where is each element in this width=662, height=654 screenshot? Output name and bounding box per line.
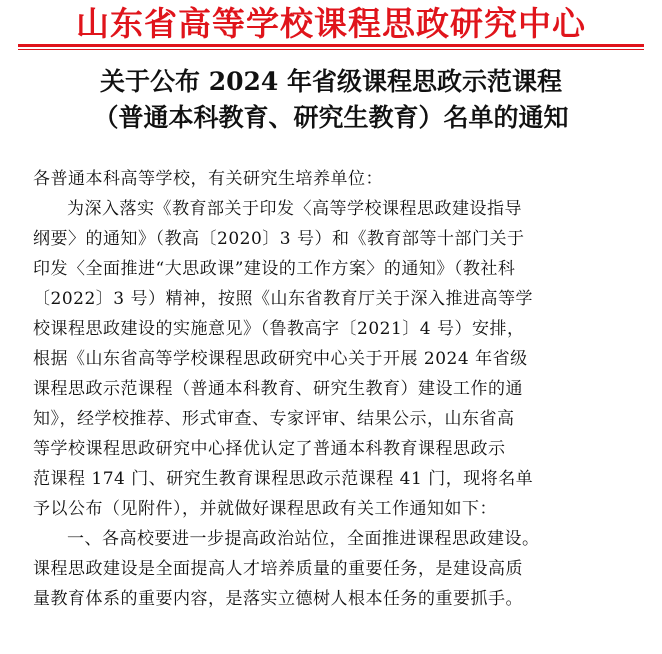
notice-title-line-2: （普通本科教育、研究生教育）名单的通知 <box>93 103 569 132</box>
paragraph-2-line: 一、各高校要进一步提高政治站位，全面推进课程思政建设。 <box>67 529 540 549</box>
paragraph-1-line: 根据《山东省高等学校课程思政研究中心关于开展 2024 年省级 <box>33 349 528 369</box>
paragraph-1-line: 为深入落实《教育部关于印发〈高等学校课程思政建设指导 <box>67 199 522 219</box>
paragraph-2 <box>33 524 633 614</box>
paragraph-1 <box>33 194 633 524</box>
paragraph-1-line: 范课程 174 门、研究生教育课程思政示范课程 41 门，现将名单 <box>33 469 534 489</box>
paragraph-1-line: 知》，经学校推荐、形式审查、专家评审、结果公示，山东省高 <box>33 409 515 429</box>
paragraph-2-line: 课程思政建设是全面提高人才培养质量的重要任务，是建设高质 <box>33 559 523 579</box>
paragraph-1-line: 〔2022〕3 号）精神，按照《山东省教育厅关于深入推进高等学 <box>33 289 533 309</box>
paragraph-1-line: 予以公布（见附件），并就做好课程思政有关工作通知如下： <box>33 499 497 519</box>
paragraph-1-line: 校课程思政建设的实施意见》（鲁教高字〔2021〕4 号）安排， <box>33 319 525 339</box>
paragraph-1-line: 印发〈全面推进“大思政课”建设的工作方案〉的通知》（教社科 <box>33 259 516 279</box>
paragraph-1-line: 纲要〉的通知》（教高〔2020〕3 号）和《教育部等十部门关于 <box>33 229 525 249</box>
notice-title <box>0 64 662 136</box>
letterhead: 山东省高等学校课程思政研究中心 <box>76 4 586 43</box>
paragraph-2-line: 量教育体系的重要内容，是落实立德树人根本任务的重要抓手。 <box>33 589 523 609</box>
letterhead-rule-thin <box>18 49 644 50</box>
salutation: 各普通本科高等学校，有关研究生培养单位： <box>33 169 383 189</box>
notice-body <box>33 164 633 614</box>
letterhead-rule-thick <box>18 44 644 47</box>
paragraph-1-line: 等学校课程思政研究中心择优认定了普通本科教育课程思政示 <box>33 439 506 459</box>
notice-title-line-1: 关于公布 2024 年省级课程思政示范课程 <box>100 67 562 96</box>
paragraph-1-line: 课程思政示范课程（普通本科教育、研究生教育）建设工作的通 <box>33 379 523 399</box>
